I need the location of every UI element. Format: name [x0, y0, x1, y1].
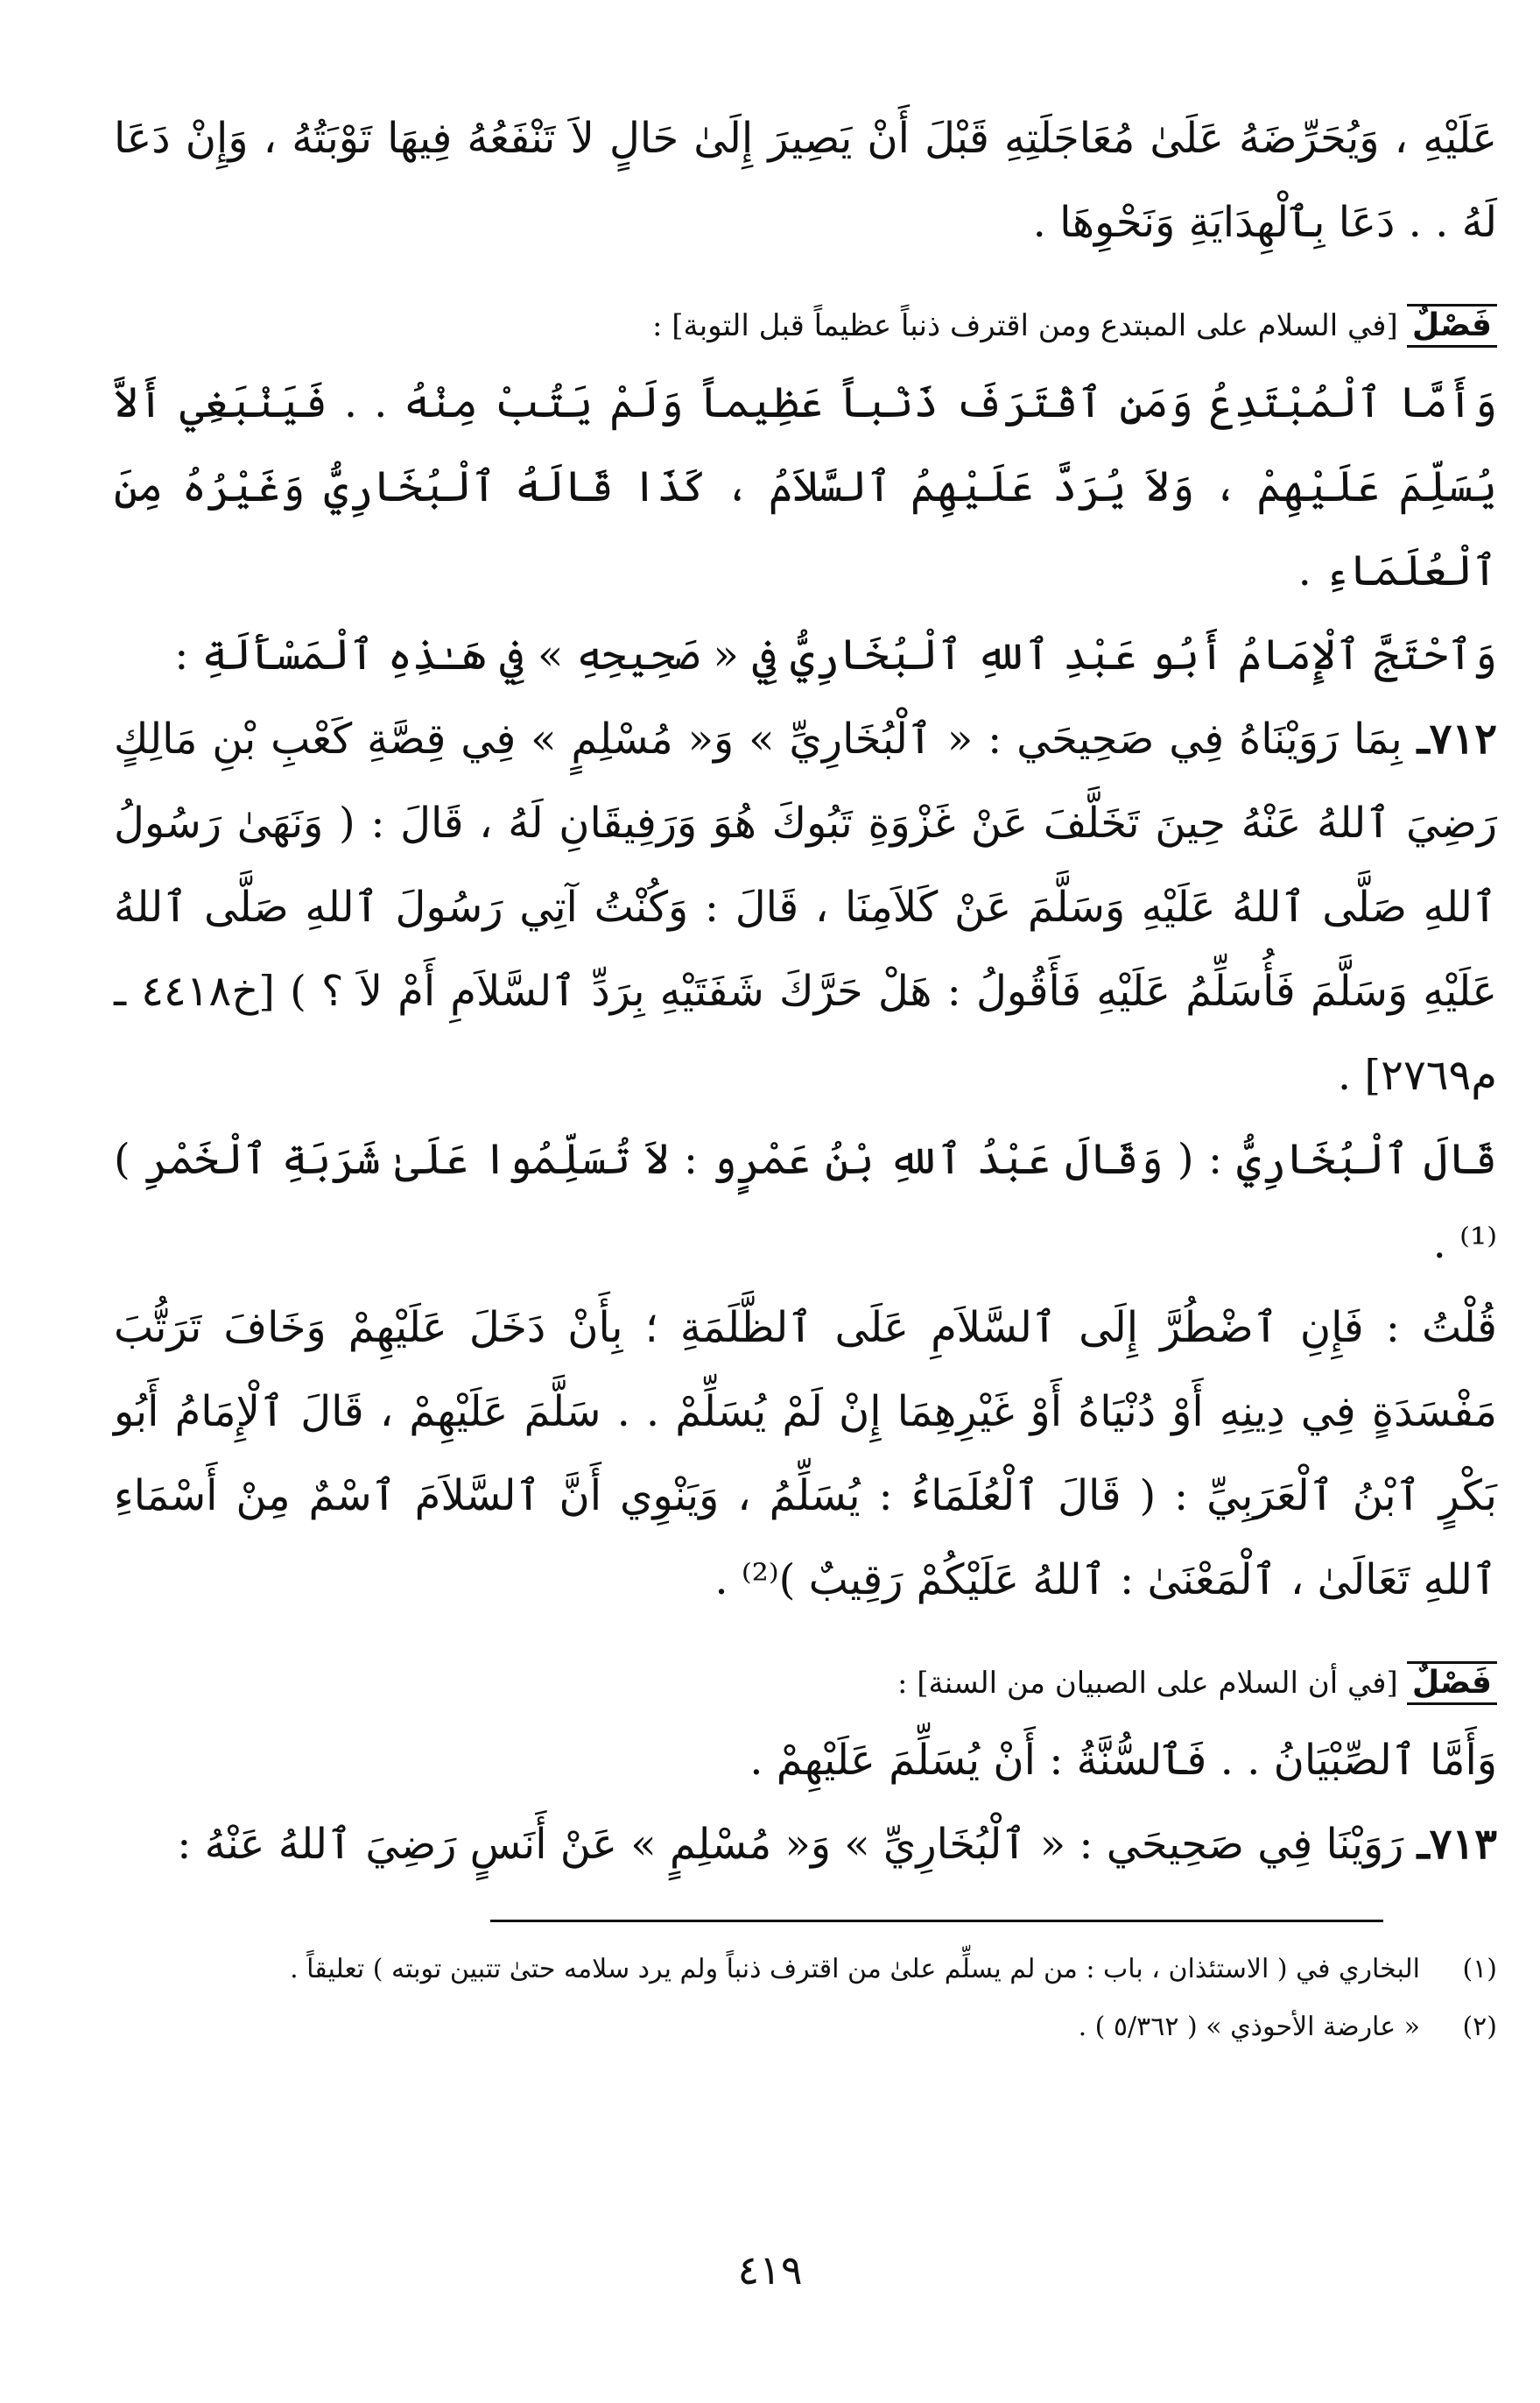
hadith-712: [114, 697, 1497, 1117]
paragraph-innovator: وَأَمَّا ٱلْمُبْتَدِعُ وَمَنِ ٱقْتَرَفَ ذَنْباً عَظِيماً وَلَمْ يَتُبْ مِنْهُ . . فَيَنْبَغِي أَلاَّ يُسَلِّمَ عَلَيْهِمْ ، وَلاَ يُرَدَّ عَلَيْهِمُ ٱلسَّلاَمُ ، كَذَا قَالَهُ ٱلْبُخَارِيُّ وَغَيْرُهُ مِنَ ٱلْعُلَمَاءِ .: [114, 378, 1497, 595]
section-title: [في أن السلام على الصبيان من السنة] :: [897, 1666, 1398, 1701]
fasl-ornament: فَصْلٌ: [1407, 304, 1497, 348]
page-number: ٤١٩: [737, 2246, 803, 2294]
paragraph-oppressors: قُلْتُ : فَإِنِ ٱضْطُرَّ إِلَى ٱلسَّلاَمِ عَلَى ٱلظَّلَمَةِ ؛ بِأَنْ دَخَلَ عَلَيْهِمْ وَخَافَ تَرَتُّبَ مَفْسَدَةٍ فِي دِينِهِ أَوْ دُنْيَاهُ أَوْ غَيْرِهِمَا إِنْ لَمْ يُسَلِّمْ . . سَلَّمَ عَلَيْهِمْ ، قَالَ ٱلْإِمَامُ أَبُو بَكْرٍ ٱبْنُ ٱلْعَرَبِيِّ : ( قَالَ ٱلْعُلَمَاءُ : يُسَلِّمُ ، وَيَنْوِي أَنَّ ٱلسَّلاَمَ ٱسْمٌ مِنْ أَسْمَاءِ ٱللهِ تَعَالَىٰ ، ٱلْمَعْنَىٰ : ٱللهُ عَلَيْكُمْ رَقِيبٌ )⁽²⁾ .: [114, 1303, 1497, 1604]
footnote-item: [114, 2004, 1497, 2051]
footnote-item: [114, 1946, 1497, 1993]
footnote-text: البخاري في ( الاستئذان ، باب : من لم يسلِّم علىٰ من اقترف ذنباً ولم يرد سلامه حتىٰ تتبين توبته ) تعليقاً .: [290, 1954, 1420, 1984]
intro-paragraph: عَلَيْهِ ، وَيُحَرِّضَهُ عَلَىٰ مُعَاجَلَتِهِ قَبْلَ أَنْ يَصِيرَ إِلَىٰ حَالٍ لاَ تَنْفَعُهُ فِيهَا تَوْبَتُهُ ، وَإِنْ دَعَا لَهُ . . دَعَا بِٱلْهِدَايَةِ وَنَحْوِهَا .: [114, 114, 1497, 247]
hadith-number: ٧١٢ـ: [1417, 715, 1497, 764]
footnote-mark: (١): [1462, 1954, 1497, 1984]
footnotes: [114, 1946, 1497, 2061]
paragraph-bukhari-quote: قَالَ ٱلْبُخَارِيُّ : ( وَقَالَ عَبْدُ ٱللهِ بْنُ عَمْرٍو : لاَ تُسَلِّمُوا عَلَىٰ شَرَبَةِ ٱلْخَمْرِ )⁽¹⁾ .: [114, 1135, 1497, 1268]
section-heading-children: [114, 1657, 1497, 1709]
footnote-divider: [490, 1920, 1383, 1922]
hadith-text: بِمَا رَوَيْنَاهُ فِي صَحِيحَي : « ٱلْبُخَارِيِّ » وَ« مُسْلِمٍ » فِي قِصَّةِ كَعْبِ بْنِ مَالِكٍ رَضِيَ ٱللهُ عَنْهُ حِينَ تَخَلَّفَ عَنْ غَزْوَةِ تَبُوكَ هُوَ وَرَفِيقَانِ لَهُ ، قَالَ : ( وَنَهَىٰ رَسُولُ ٱللهِ صَلَّى ٱللهُ عَلَيْهِ وَسَلَّمَ عَنْ كَلاَمِنَا ، قَالَ : وَكُنْتُ آتِي رَسُولَ ٱللهِ صَلَّى ٱللهُ عَلَيْهِ وَسَلَّمَ فَأُسَلِّمُ عَلَيْهِ فَأَقُولُ : هَلْ حَرَّكَ شَفَتَيْهِ بِرَدِّ ٱلسَّلاَمِ أَمْ لاَ ؟ ) [خ٤٤١٨ ـ م٢٧٦٩] .: [114, 715, 1497, 1100]
paragraph-children: وَأَمَّا ٱلصِّبْيَانُ . . فَٱلسُّنَّةُ : أَنْ يُسَلِّمَ عَلَيْهِمْ .: [749, 1736, 1497, 1785]
hadith-number: ٧١٣ـ: [1417, 1820, 1497, 1869]
section-heading-innovator: [114, 299, 1497, 352]
paragraph-bukhari-argument: وَٱحْتَجَّ ٱلْإِمَامُ أَبُو عَبْدِ ٱللهِ ٱلْبُخَارِيُّ فِي « صَحِيحِهِ » فِي هَـٰذِهِ ٱلْمَسْأَلَةِ :: [174, 631, 1497, 680]
section-title: [في السلام على المبتدع ومن اقترف ذنباً عظيماً قبل التوبة] :: [651, 308, 1398, 343]
footnote-mark: (٢): [1462, 2012, 1497, 2042]
fasl-ornament: فَصْلٌ: [1407, 1661, 1497, 1705]
hadith-text: رَوَيْنَا فِي صَحِيحَي : « ٱلْبُخَارِيِّ » وَ« مُسْلِمٍ » عَنْ أَنَسٍ رَضِيَ ٱللهُ عَنْهُ :: [177, 1820, 1404, 1869]
hadith-713: [114, 1802, 1497, 1886]
footnote-text: « عارضة الأحوذي » ( ٥/٣٦٢ ) .: [1078, 2012, 1420, 2042]
